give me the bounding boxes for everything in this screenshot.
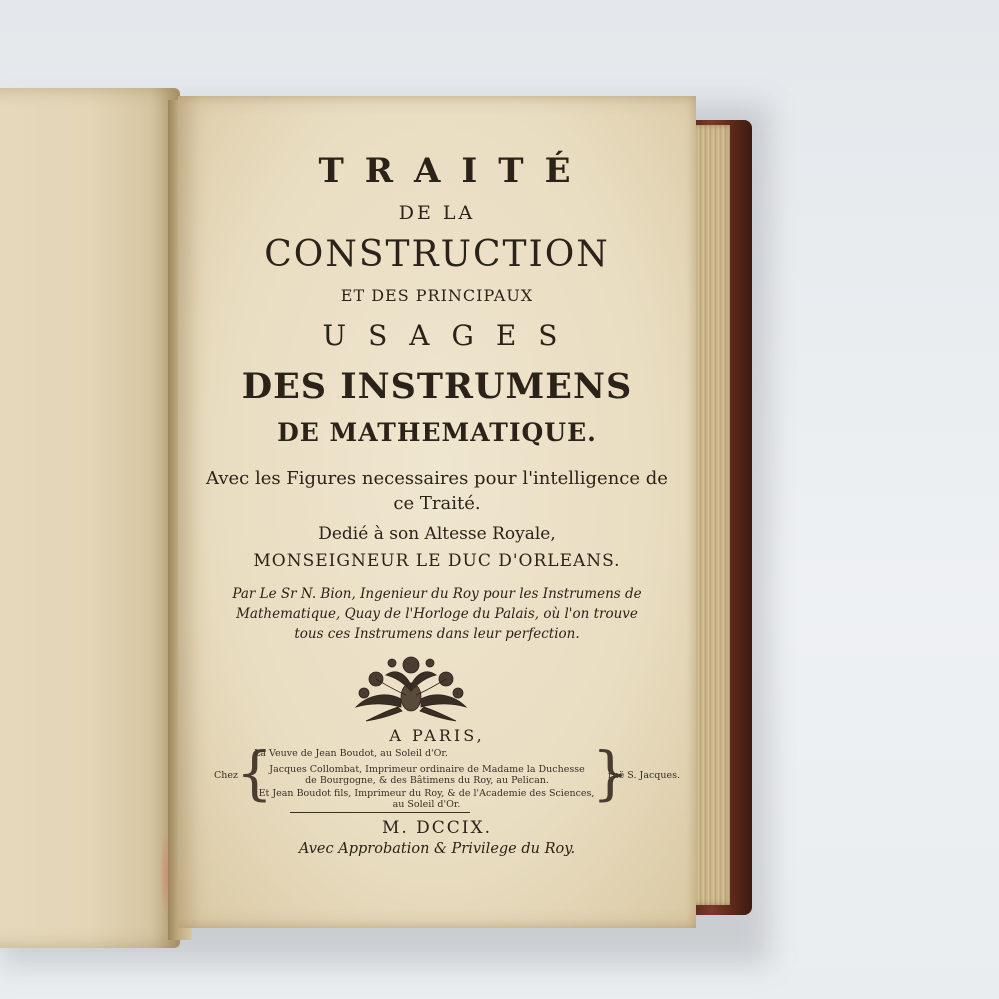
title-instrumens: DES INSTRUMENS <box>241 366 633 407</box>
printer-2: Jacques Collombat, Imprimeur ordinaire de Madame la Duchesse de Bourgogne, & des Bâtimens du Roy, au Pelican. <box>269 764 585 786</box>
imprint-chez: Chez <box>214 770 239 781</box>
title-construction: CONSTRUCTION <box>264 234 610 275</box>
dedication-line: Dedié à son Altesse Royale, <box>318 524 556 544</box>
left-page <box>0 88 180 948</box>
floral-vignette-icon <box>346 651 476 723</box>
printer-3: Et Jean Boudot fils, Imprimeur du Roy, & de l'Academie des Sciences, au Soleil d'Or. <box>258 788 595 810</box>
printer-1: La Veuve de Jean Boudot, au Soleil d'Or. <box>254 748 448 759</box>
title-de-la: DE LA <box>398 202 476 224</box>
left-brace-icon: { <box>236 739 273 807</box>
imprint-place: A PARIS, <box>389 726 485 745</box>
title-traite: TRAITÉ <box>318 151 592 191</box>
imprint-privilege: Avec Approbation & Privilege du Roy. <box>298 841 576 857</box>
imprint-street: ruë S. Jacques. <box>608 770 681 781</box>
author-line-3: tous ces Instrumens dans leur perfection. <box>294 626 580 642</box>
imprint-rule <box>290 812 470 813</box>
author-line-1: Par Le Sr N. Bion, Ingenieur du Roy pour les Instrumens de <box>232 586 642 602</box>
right-brace-icon: } <box>592 739 629 807</box>
dedicatee-line: MONSEIGNEUR LE DUC D'ORLEANS. <box>253 551 621 571</box>
imprint-block <box>214 739 684 814</box>
title-mathematique: DE MATHEMATIQUE. <box>277 418 597 447</box>
subtitle-figures-line-2: ce Traité. <box>393 493 481 514</box>
subtitle-figures-line-1: Avec les Figures necessaires pour l'intelligence de <box>206 468 668 489</box>
imprint-year: M. DCCIX. <box>381 818 493 838</box>
author-line-2: Mathematique, Quay de l'Horloge du Palais, où l'on trouve <box>236 606 638 622</box>
title-page <box>178 96 696 928</box>
title-et-des-principaux: ET DES PRINCIPAUX <box>340 286 534 305</box>
title-usages: USAGES <box>322 319 580 352</box>
